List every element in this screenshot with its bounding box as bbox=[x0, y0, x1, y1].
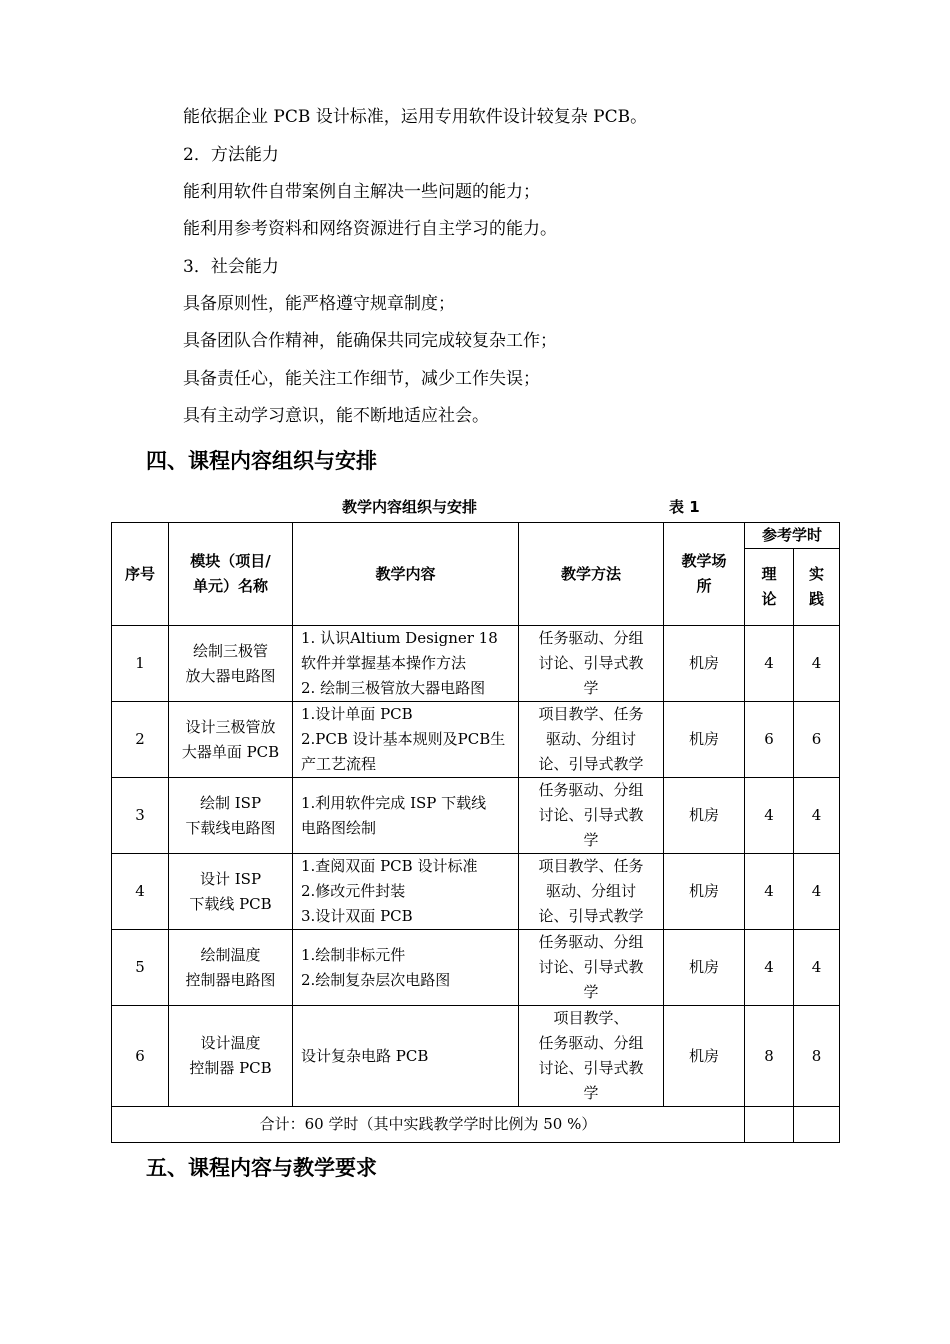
method-line: 驱动、分组讨 bbox=[545, 882, 636, 900]
content-line: 1.绘制非标元件 bbox=[301, 945, 406, 964]
module-line: 设计 ISP bbox=[199, 869, 262, 888]
seq-cell: 4 bbox=[112, 854, 169, 930]
module-line: 绘制三极管 bbox=[192, 641, 268, 660]
header-theory-line1: 理 bbox=[761, 565, 777, 583]
section-4-heading: 四、课程内容组织与安排 bbox=[146, 449, 377, 473]
theory-hours-cell: 4 bbox=[745, 854, 794, 930]
header-module-line2: 单元）名称 bbox=[192, 577, 268, 595]
content-line: 软件并掌握基本操作方法 bbox=[301, 654, 467, 672]
method-line: 讨论、引导式教 bbox=[538, 1059, 644, 1077]
module-line: 下载线 PCB bbox=[189, 894, 272, 913]
header-ref-hours: 参考学时 bbox=[745, 523, 840, 549]
method-line: 项目教学、任务 bbox=[538, 705, 644, 723]
method-line: 学 bbox=[583, 831, 599, 849]
table-total-row bbox=[112, 1107, 840, 1143]
method-cell bbox=[519, 854, 664, 930]
content-line: 2.PCB 设计基本规则及PCB生 bbox=[301, 730, 506, 748]
module-line: 大器单面 PCB bbox=[181, 742, 280, 761]
method-line: 讨论、引导式教 bbox=[538, 958, 644, 976]
module-cell bbox=[169, 778, 293, 854]
table-body bbox=[112, 626, 840, 1107]
theory-hours-cell: 4 bbox=[745, 930, 794, 1006]
paragraph-social-3: 具备责任心，能关注工作细节，减少工作失误； bbox=[183, 369, 540, 389]
method-line: 任务驱动、分组 bbox=[538, 933, 644, 951]
table-number: 表 1 bbox=[669, 498, 700, 516]
practice-hours-cell: 4 bbox=[794, 778, 840, 854]
place-cell: 机房 bbox=[664, 626, 745, 702]
content-cell bbox=[293, 854, 519, 930]
practice-hours-cell: 8 bbox=[794, 1006, 840, 1107]
header-method: 教学方法 bbox=[519, 523, 664, 626]
content-line: 1.查阅双面 PCB 设计标准 bbox=[301, 857, 478, 875]
header-place-line2: 所 bbox=[696, 577, 712, 595]
content-line: 2. 绘制三极管放大器电路图 bbox=[301, 679, 486, 697]
method-line: 任务驱动、分组 bbox=[538, 629, 644, 647]
theory-hours-cell: 4 bbox=[745, 778, 794, 854]
seq-cell: 2 bbox=[112, 702, 169, 778]
table-row bbox=[112, 854, 840, 930]
theory-hours-cell: 8 bbox=[745, 1006, 794, 1107]
section-5-heading: 五、课程内容与教学要求 bbox=[146, 1156, 377, 1180]
content-line: 设计复杂电路 PCB bbox=[301, 1046, 429, 1065]
total-cell: 合计：60 学时（其中实践教学学时比例为 50 %） bbox=[112, 1107, 745, 1143]
place-cell: 机房 bbox=[664, 778, 745, 854]
table-row bbox=[112, 702, 840, 778]
header-theory-line2: 论 bbox=[761, 590, 777, 608]
method-cell bbox=[519, 1006, 664, 1107]
module-line: 下载线电路图 bbox=[185, 818, 276, 837]
module-cell bbox=[169, 702, 293, 778]
content-line: 2.修改元件封装 bbox=[301, 882, 406, 900]
header-place bbox=[664, 523, 745, 626]
method-line: 项目教学、任务 bbox=[538, 857, 644, 875]
seq-cell: 6 bbox=[112, 1006, 169, 1107]
module-line: 控制器 PCB bbox=[189, 1059, 272, 1077]
method-line: 学 bbox=[583, 679, 599, 697]
subheading-method-ability: 2．方法能力 bbox=[183, 145, 279, 165]
practice-hours-cell: 4 bbox=[794, 626, 840, 702]
header-module-line1: 模块（项目/ bbox=[190, 552, 271, 570]
table-caption: 教学内容组织与安排 bbox=[342, 498, 478, 516]
method-cell bbox=[519, 930, 664, 1006]
paragraph-social-2: 具备团队合作精神，能确保共同完成较复杂工作； bbox=[183, 331, 557, 351]
method-line: 论、引导式教学 bbox=[538, 755, 644, 773]
theory-hours-cell: 6 bbox=[745, 702, 794, 778]
method-line: 项目教学、 bbox=[553, 1009, 629, 1027]
total-practice-cell bbox=[794, 1107, 840, 1143]
header-module bbox=[169, 523, 293, 626]
place-cell: 机房 bbox=[664, 930, 745, 1006]
paragraph-social-4: 具有主动学习意识，能不断地适应社会。 bbox=[183, 406, 489, 426]
method-cell bbox=[519, 626, 664, 702]
subheading-social-ability: 3．社会能力 bbox=[183, 257, 279, 277]
method-cell bbox=[519, 702, 664, 778]
header-practice-line1: 实 bbox=[809, 565, 825, 583]
table-row bbox=[112, 778, 840, 854]
place-cell: 机房 bbox=[664, 702, 745, 778]
header-theory bbox=[745, 549, 794, 626]
header-practice-line2: 践 bbox=[809, 590, 825, 608]
theory-hours-cell: 4 bbox=[745, 626, 794, 702]
content-line: 1.设计单面 PCB bbox=[301, 705, 413, 723]
seq-cell: 1 bbox=[112, 626, 169, 702]
content-cell bbox=[293, 626, 519, 702]
place-cell: 机房 bbox=[664, 854, 745, 930]
table-header-row bbox=[112, 523, 840, 549]
content-cell bbox=[293, 930, 519, 1006]
header-place-line1: 教学场 bbox=[681, 552, 727, 570]
method-cell bbox=[519, 778, 664, 854]
module-line: 设计温度 bbox=[200, 1034, 261, 1052]
module-cell bbox=[169, 626, 293, 702]
module-line: 放大器电路图 bbox=[185, 666, 276, 685]
module-line: 绘制温度 bbox=[200, 945, 261, 964]
module-cell bbox=[169, 854, 293, 930]
table-row bbox=[112, 1006, 840, 1107]
practice-hours-cell: 4 bbox=[794, 854, 840, 930]
module-cell bbox=[169, 930, 293, 1006]
content-cell bbox=[293, 1006, 519, 1107]
content-cell bbox=[293, 778, 519, 854]
paragraph-method-1: 能利用软件自带案例自主解决一些问题的能力； bbox=[183, 182, 540, 202]
paragraph-professional-ability: 能依据企业 PCB 设计标准，运用专用软件设计较复杂 PCB。 bbox=[183, 107, 648, 127]
module-line: 设计三极管放 bbox=[185, 717, 276, 736]
content-line: 2.绘制复杂层次电路图 bbox=[301, 970, 451, 989]
table-row bbox=[112, 626, 840, 702]
method-line: 任务驱动、分组 bbox=[538, 1034, 644, 1052]
seq-cell: 3 bbox=[112, 778, 169, 854]
method-line: 讨论、引导式教 bbox=[538, 806, 644, 824]
method-line: 论、引导式教学 bbox=[538, 907, 644, 925]
practice-hours-cell: 4 bbox=[794, 930, 840, 1006]
module-line: 控制器电路图 bbox=[185, 970, 276, 989]
method-line: 学 bbox=[583, 983, 599, 1001]
practice-hours-cell: 6 bbox=[794, 702, 840, 778]
paragraph-social-1: 具备原则性，能严格遵守规章制度； bbox=[183, 294, 455, 314]
content-cell bbox=[293, 702, 519, 778]
module-cell bbox=[169, 1006, 293, 1107]
header-content: 教学内容 bbox=[293, 523, 519, 626]
seq-cell: 5 bbox=[112, 930, 169, 1006]
method-line: 驱动、分组讨 bbox=[545, 730, 636, 748]
content-line: 电路图绘制 bbox=[301, 818, 377, 837]
table-row bbox=[112, 930, 840, 1006]
total-theory-cell bbox=[745, 1107, 794, 1143]
header-seq: 序号 bbox=[112, 523, 169, 626]
course-arrangement-table bbox=[111, 522, 840, 1143]
content-line: 1. 认识Altium Designer 18 bbox=[301, 629, 498, 647]
method-line: 任务驱动、分组 bbox=[538, 781, 644, 799]
header-practice bbox=[794, 549, 840, 626]
module-line: 绘制 ISP bbox=[199, 793, 262, 812]
place-cell: 机房 bbox=[664, 1006, 745, 1107]
method-line: 学 bbox=[583, 1084, 599, 1102]
method-line: 讨论、引导式教 bbox=[538, 654, 644, 672]
content-line: 3.设计双面 PCB bbox=[301, 907, 413, 925]
content-line: 1.利用软件完成 ISP 下载线 bbox=[301, 793, 487, 812]
paragraph-method-2: 能利用参考资料和网络资源进行自主学习的能力。 bbox=[183, 219, 557, 239]
content-line: 产工艺流程 bbox=[301, 755, 377, 773]
